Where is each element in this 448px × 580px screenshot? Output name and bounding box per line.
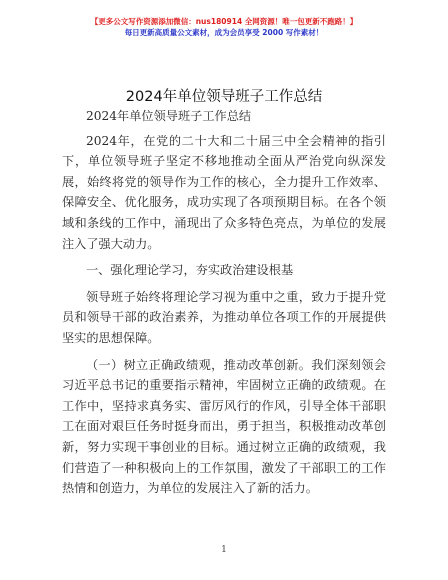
paragraph-intro: 2024年，在党的二十大和二十届三中全会精神的指引下，单位领导班子坚定不移地推动全面从严治党向纵深发展，始终将党的领导作为工作的核心，全力提升工作效率、保障安全、优化服务，成功实现了各项预期目标。在各个领域和条线的工作中，涌现出了众多特色亮点，为单位的发展注入了强大动力。 (62, 133, 386, 251)
section-heading-1: 一、强化理论学习，夯实政治建设根基 (86, 263, 294, 278)
document-title: 2024年单位领导班子工作总结 (125, 89, 323, 105)
document-body (62, 106, 386, 499)
promo-banner-line-2: 每日更新高质量公文素材，成为会员享受 2000 写作素材！ (124, 28, 324, 37)
document-subtitle: 2024年单位领导班子工作总结 (86, 109, 252, 123)
paragraph-theory-study: 领导班子始终将理论学习视为重中之重，致力于提升党员和领导干部的政治素养，为推动单位各项工作的开展提供坚实的思想保障。 (62, 289, 386, 345)
page-number: 1 (221, 545, 227, 555)
paragraph-subsection-1: （一）树立正确政绩观，推动改革创新。我们深刻领会习近平总书记的重要指示精神，牢固树立正确的政绩观。在工作中，坚持求真务实、雷厉风行的作风，引导全体干部职工在面对艰巨任务时挺身而出，勇于担当，积极推动改革创新，努力实现干事创业的目标。通过树立正确的政绩观，我们营造了一种积极向上的工作氛围，激发了干部职工的工作热情和创造力，为单位的发展注入了新的活力。 (62, 357, 386, 496)
promo-banner-line-1: 【更多公文写作资源添加微信：nus180914 全网资源！唯一包更新不跑路！】 (90, 17, 358, 26)
